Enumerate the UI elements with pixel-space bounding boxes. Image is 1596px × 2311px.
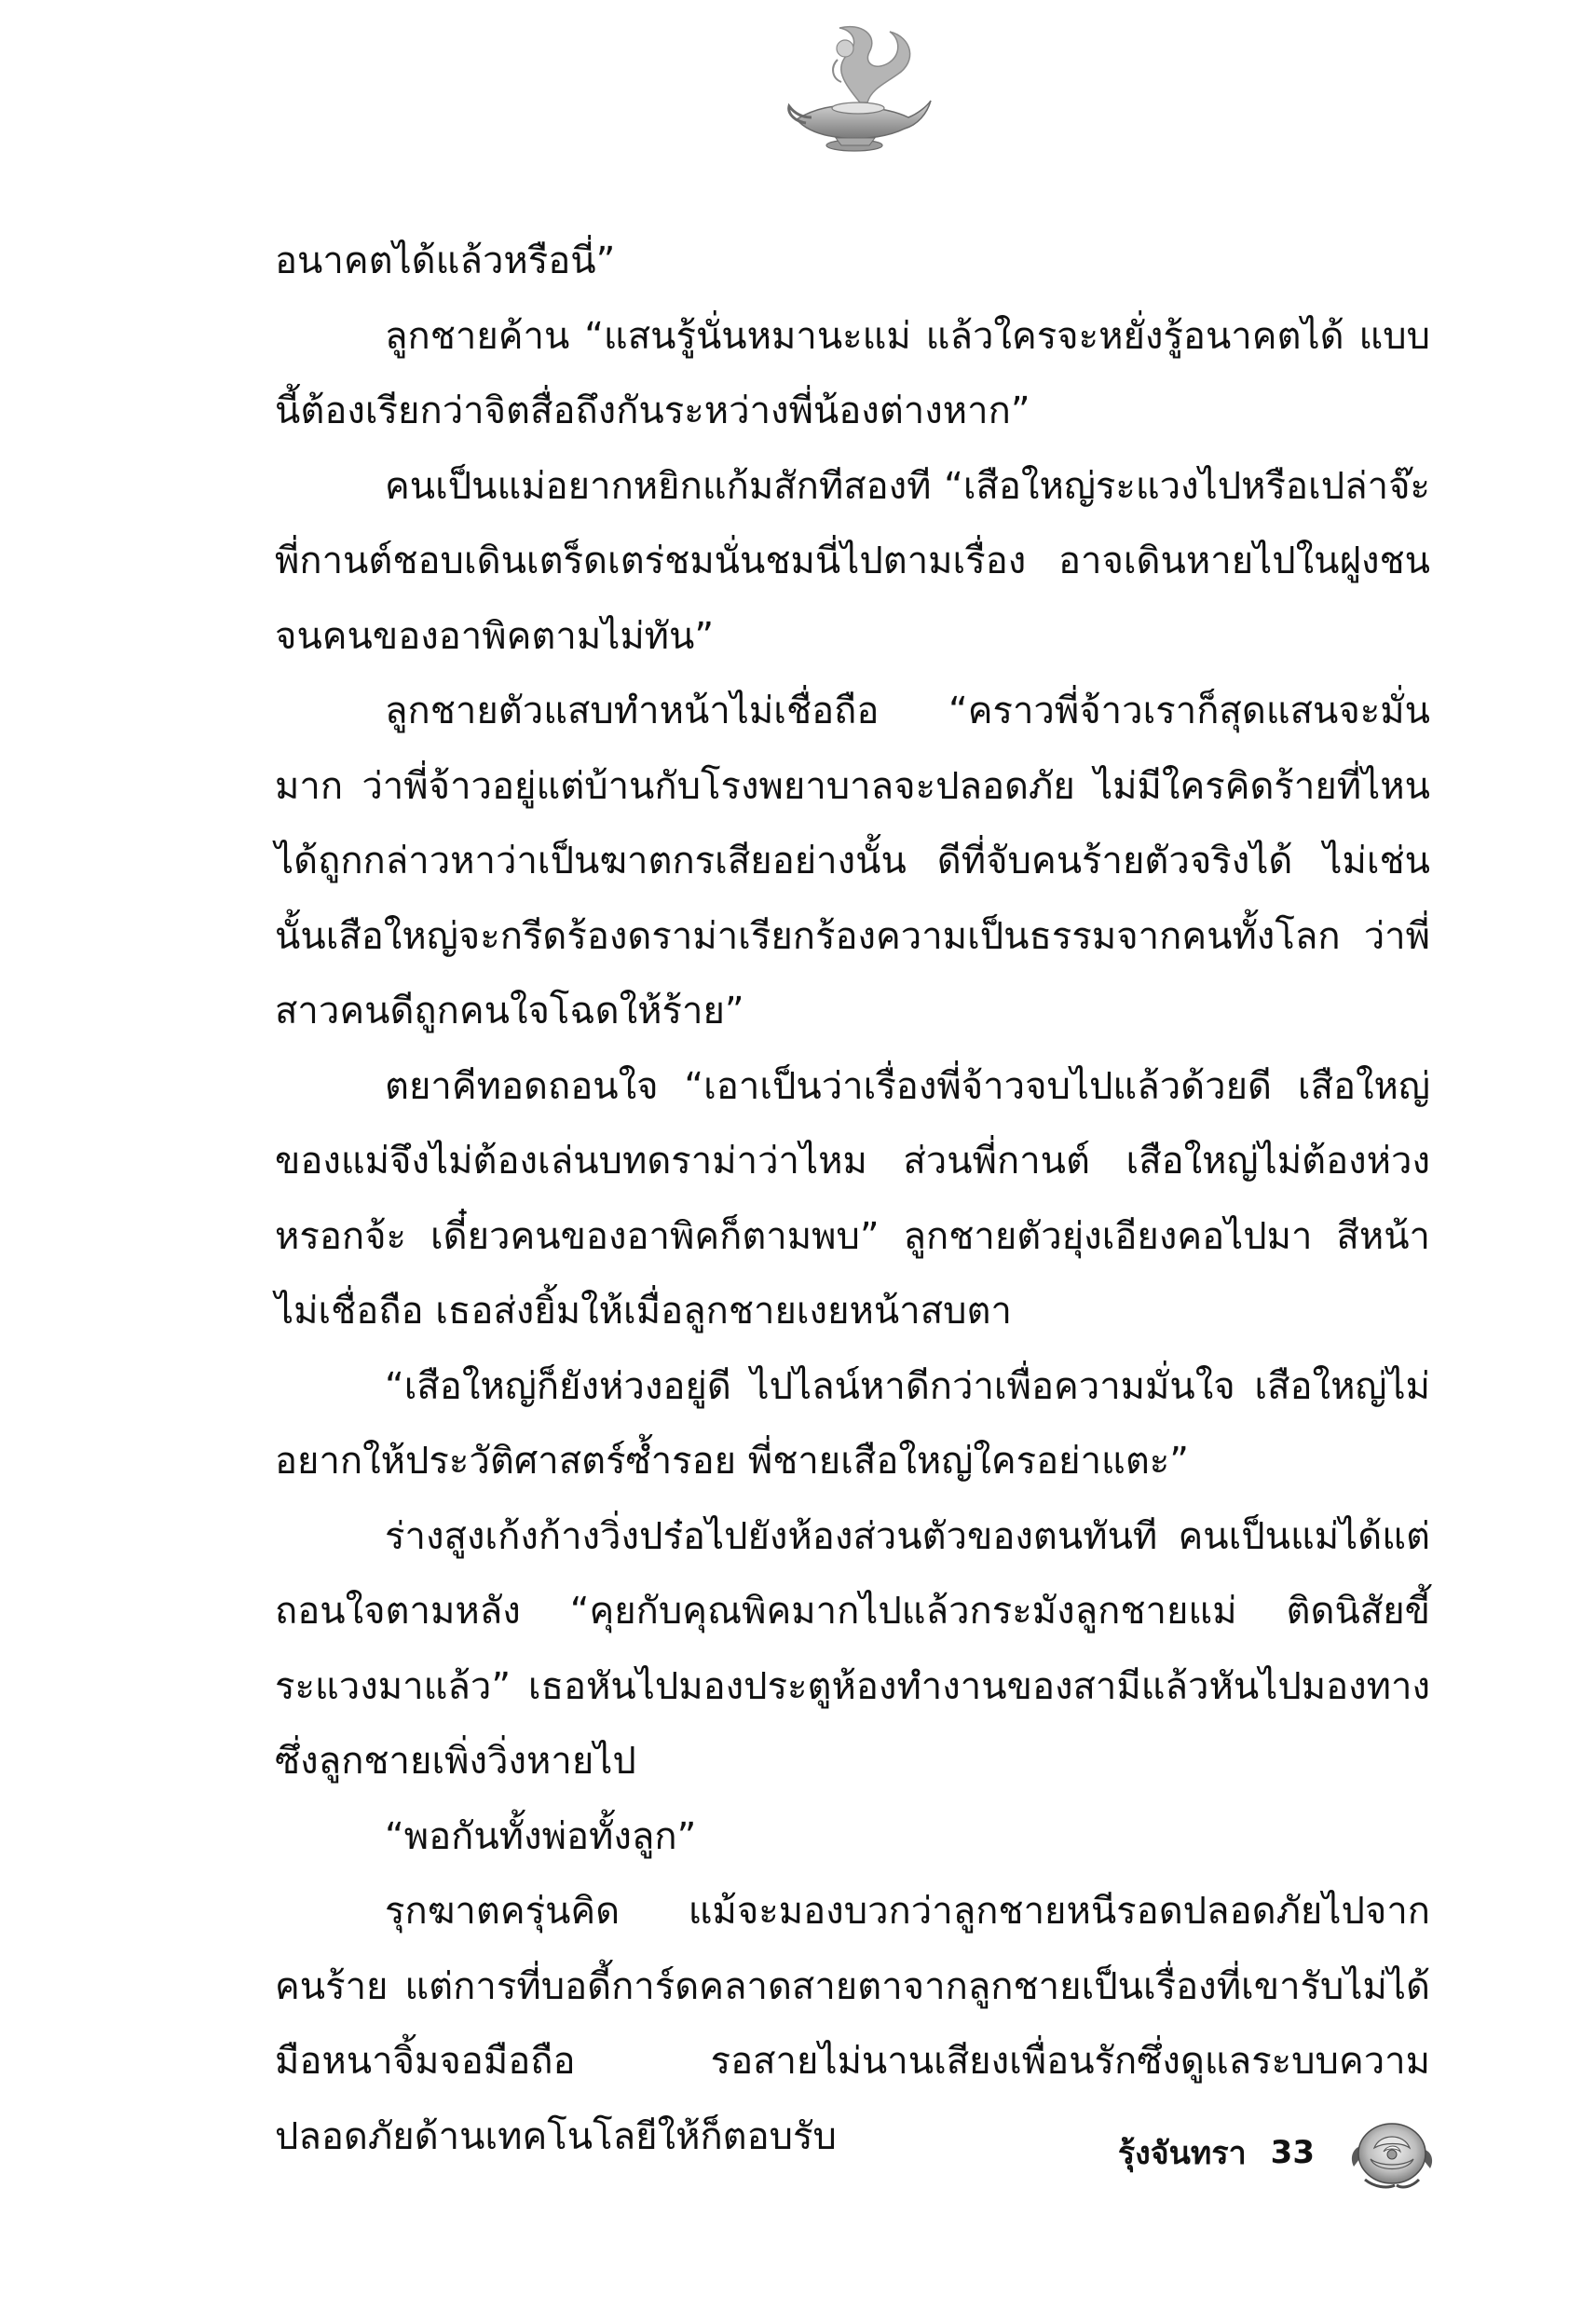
lamp-genie-icon	[778, 17, 936, 157]
paragraph: “พอกันทั้งพ่อทั้งลูก”	[385, 1814, 697, 1858]
rose-icon	[1346, 2111, 1438, 2195]
paragraph: ร่างสูงเก้งก้างวิ่งปร๋อไปยังห้องส่วนตัวของตนทันที คนเป็นแม่ได้แต่ถอนใจตามหลัง “คุยกับคุณพิคมากไปแล้วกระมังลูกชายแม่ ติดนิสัยขี้ระแวงมาแล้ว” เธอหันไปมองประตูห้องทำงานของสามีแล้วหันไปมองทางซึ่งลูกชายเพิ่งวิ่งหายไป	[275, 1514, 1430, 1783]
page-footer	[1118, 2108, 1438, 2197]
paragraph: คนเป็นแม่อยากหยิกแก้มสักทีสองที “เสือใหญ่ระแวงไปหรือเปล่าจ๊ะ พี่กานต์ชอบเดินเตร็ดเตร่ชมนั่นชมนี่ไปตามเรื่อง อาจเดินหายไปในฝูงชนจนคนของอาพิคตามไม่ทัน”	[275, 464, 1430, 658]
paragraph: ตยาคีทอดถอนใจ “เอาเป็นว่าเรื่องพี่จ้าวจบไปแล้วด้วยดี เสือใหญ่ของแม่จึงไม่ต้องเล่นบทดราม่าว่าไหม ส่วนพี่กานต์ เสือใหญ่ไม่ต้องห่วงหรอกจ้ะ เดี๋ยวคนของอาพิคก็ตามพบ” ลูกชายตัวยุ่งเอียงคอไปมา สีหน้าไม่เชื่อถือ เธอส่งยิ้มให้เมื่อลูกชายเงยหน้าสบตา	[275, 1064, 1430, 1333]
paragraph: รุกฆาตครุ่นคิด แม้จะมองบวกว่าลูกชายหนีรอดปลอดภัยไปจากคนร้าย แต่การที่บอดี้การ์ดคลาดสายตาจากลูกชายเป็นเรื่องที่เขารับไม่ได้ มือหนาจิ้มจอมือถือ รอสายไม่นานเสียงเพื่อนรักซึ่งดูแลระบบความปลอดภัยด้านเทคโนโลยีให้ก็ตอบรับ	[275, 1890, 1430, 2158]
paragraph: ลูกชายค้าน “แสนรู้นั่นหมานะแม่ แล้วใครจะหยั่งรู้อนาคตได้ แบบนี้ต้องเรียกว่าจิตสื่อถึงกันระหว่างพี่น้องต่างหาก”	[275, 314, 1430, 432]
book-title: รุ้งจันทรา	[1117, 2135, 1247, 2172]
paragraph: “เสือใหญ่ก็ยังห่วงอยู่ดี ไปไลน์หาดีกว่าเพื่อความมั่นใจ เสือใหญ่ไม่อยากให้ประวัติศาสตร์ซ้ำรอย พี่ชายเสือใหญ่ใครอย่าแตะ”	[275, 1364, 1430, 1483]
body-text	[275, 224, 1430, 2174]
paragraph: อนาคตได้แล้วหรือนี่”	[275, 239, 616, 282]
paragraph: ลูกชายตัวแสบทำหน้าไม่เชื่อถือ “คราวพี่จ้าวเราก็สุดแสนจะมั่นมาก ว่าพี่จ้าวอยู่แต่บ้านกับโรงพยาบาลจะปลอดภัย ไม่มีใครคิดร้ายที่ไหนได้ถูกกล่าวหาว่าเป็นฆาตกรเสียอย่างนั้น ดีที่จับคนร้ายตัวจริงได้ ไม่เช่นนั้นเสือใหญ่จะกรีดร้องดราม่าเรียกร้องความเป็นธรรมจากคนทั้งโลก ว่าพี่สาวคนดีถูกคนใจโฉดให้ร้าย”	[275, 690, 1430, 1032]
page-number: 33	[1270, 2134, 1315, 2171]
